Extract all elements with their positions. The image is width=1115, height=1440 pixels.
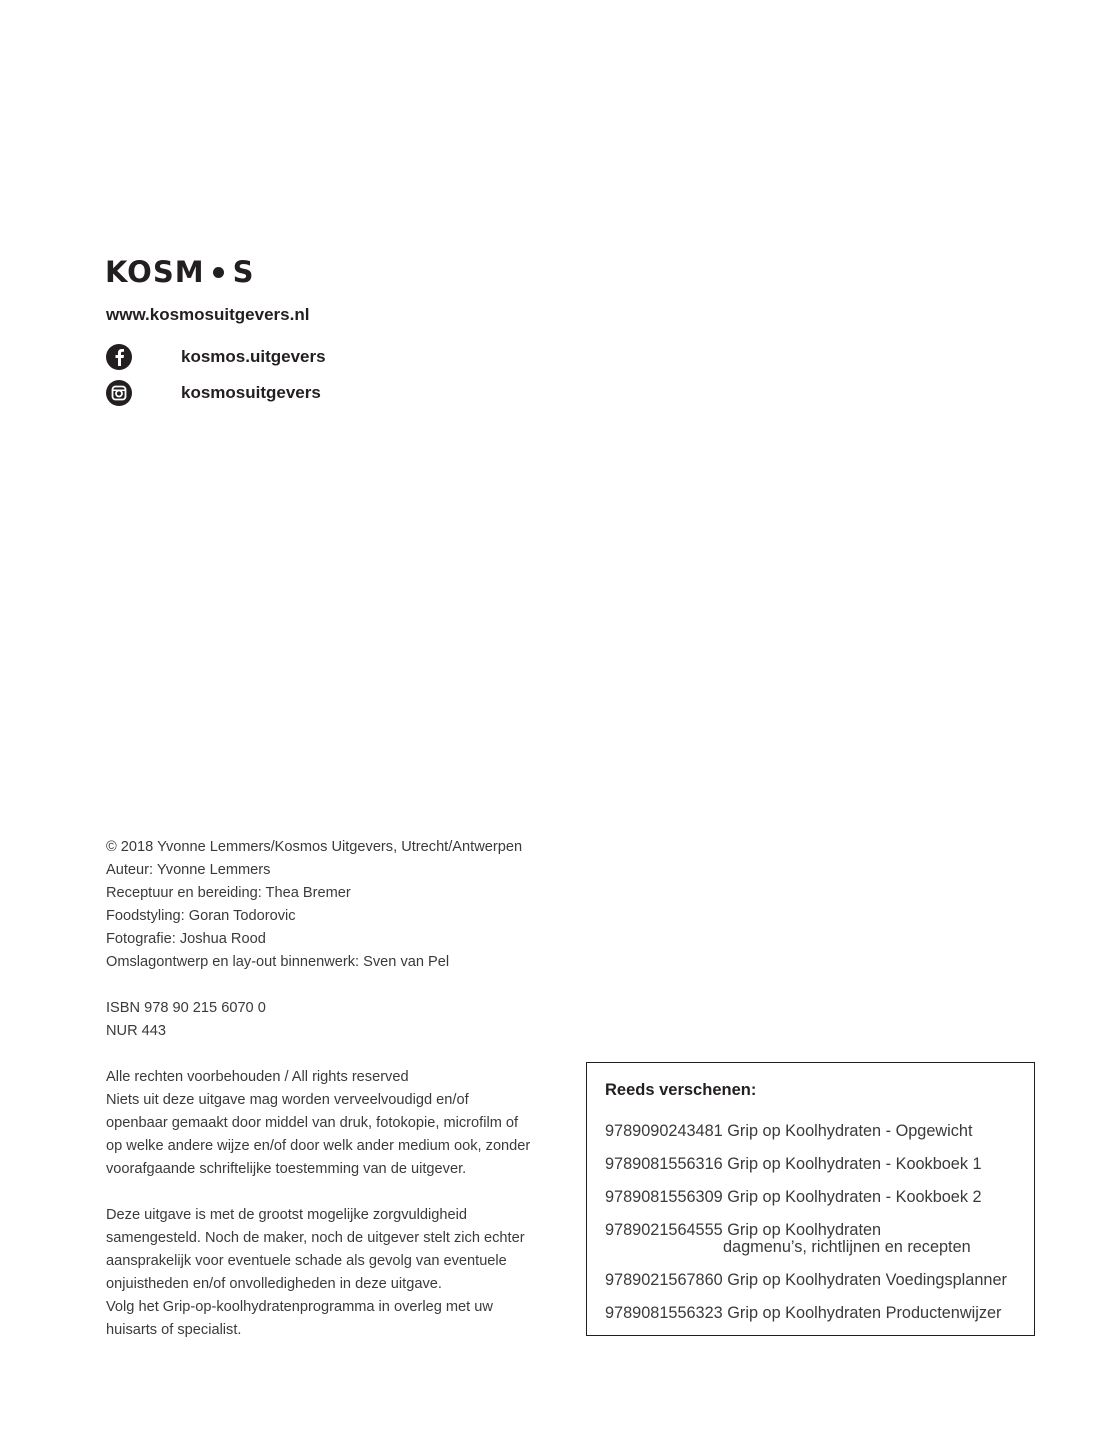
instagram-handle: kosmosuitgevers: [181, 383, 321, 402]
book-isbn: 9789081556309: [605, 1188, 723, 1206]
design-line: Omslagontwerp en lay-out binnenwerk: Sven van Pel: [106, 954, 450, 970]
photography-line: Fotografie: Joshua Rood: [106, 931, 266, 947]
kosmos-logo: [105, 256, 254, 288]
also-published-title: Reeds verschenen:: [605, 1081, 757, 1099]
disclaimer-line: Volg het Grip-op-koolhydratenprogramma in overleg met uw: [106, 1299, 493, 1315]
book-item: [605, 1272, 1007, 1289]
disclaimer-line: onjuistheden en/of onvolledigheden in deze uitgave.: [106, 1276, 442, 1292]
rights-line: openbaar gemaakt door middel van druk, fotokopie, microfilm of: [106, 1115, 519, 1131]
book-title: Grip op Koolhydraten: [727, 1221, 882, 1239]
isbn-line: ISBN 978 90 215 6070 0: [106, 1000, 266, 1016]
rights-line: op welke andere wijze en/of door welk ander medium ook, zonder: [106, 1138, 531, 1154]
disclaimer-line: Deze uitgave is met de grootst mogelijke zorgvuldigheid: [106, 1207, 467, 1223]
rights-line: Alle rechten voorbehouden / All rights reserved: [106, 1069, 409, 1085]
rights-line: voorafgaande schriftelijke toestemming van de uitgever.: [106, 1161, 467, 1177]
book-isbn: 9789021567860: [605, 1271, 723, 1289]
book-title-continuation: dagmenu’s, richtlijnen en recepten: [723, 1238, 971, 1256]
book-item: [605, 1305, 1001, 1322]
book-item: [605, 1222, 971, 1256]
copyright-line: © 2018 Yvonne Lemmers/Kosmos Uitgevers, Utrecht/Antwerpen: [106, 839, 523, 855]
rights-line: Niets uit deze uitgave mag worden verveelvoudigd en/of: [106, 1092, 469, 1108]
book-isbn: 9789081556323: [605, 1304, 723, 1322]
book-isbn: 9789081556316: [605, 1155, 723, 1173]
book-title: Grip op Koolhydraten Voedingsplanner: [727, 1271, 1007, 1289]
book-item: [605, 1189, 982, 1206]
disclaimer-line: samengesteld. Noch de maker, noch de uitgever stelt zich echter: [106, 1230, 525, 1246]
book-title: Grip op Koolhydraten - Kookboek 2: [727, 1188, 982, 1206]
disclaimer-line: huisarts of specialist.: [106, 1322, 242, 1338]
facebook-icon: [106, 344, 132, 370]
social-facebook[interactable]: [106, 344, 326, 370]
book-item: [605, 1123, 973, 1140]
website-link[interactable]: www.kosmosuitgevers.nl: [106, 305, 310, 324]
logo-text-right: S: [232, 255, 255, 289]
book-item: [605, 1156, 982, 1173]
instagram-icon: [106, 380, 132, 406]
disclaimer-line: aansprakelijk voor eventuele schade als gevolg van eventuele: [106, 1253, 507, 1269]
facebook-handle: kosmos.uitgevers: [181, 347, 326, 366]
logo-dot: [213, 267, 224, 278]
author-line: Auteur: Yvonne Lemmers: [106, 862, 271, 878]
book-title: Grip op Koolhydraten - Opgewicht: [727, 1122, 973, 1140]
social-instagram[interactable]: [106, 380, 321, 406]
book-isbn: 9789090243481: [605, 1122, 723, 1140]
nur-line: NUR 443: [106, 1023, 167, 1039]
book-title: Grip op Koolhydraten - Kookboek 1: [727, 1155, 982, 1173]
foodstyling-line: Foodstyling: Goran Todorovic: [106, 908, 296, 924]
book-isbn: 9789021564555: [605, 1221, 723, 1239]
logo-text-left: KOSM: [105, 255, 205, 289]
recipes-line: Receptuur en bereiding: Thea Bremer: [106, 885, 351, 901]
colophon: [106, 836, 530, 1342]
also-published-box: [586, 1062, 1035, 1336]
book-title: Grip op Koolhydraten Productenwijzer: [727, 1304, 1002, 1322]
